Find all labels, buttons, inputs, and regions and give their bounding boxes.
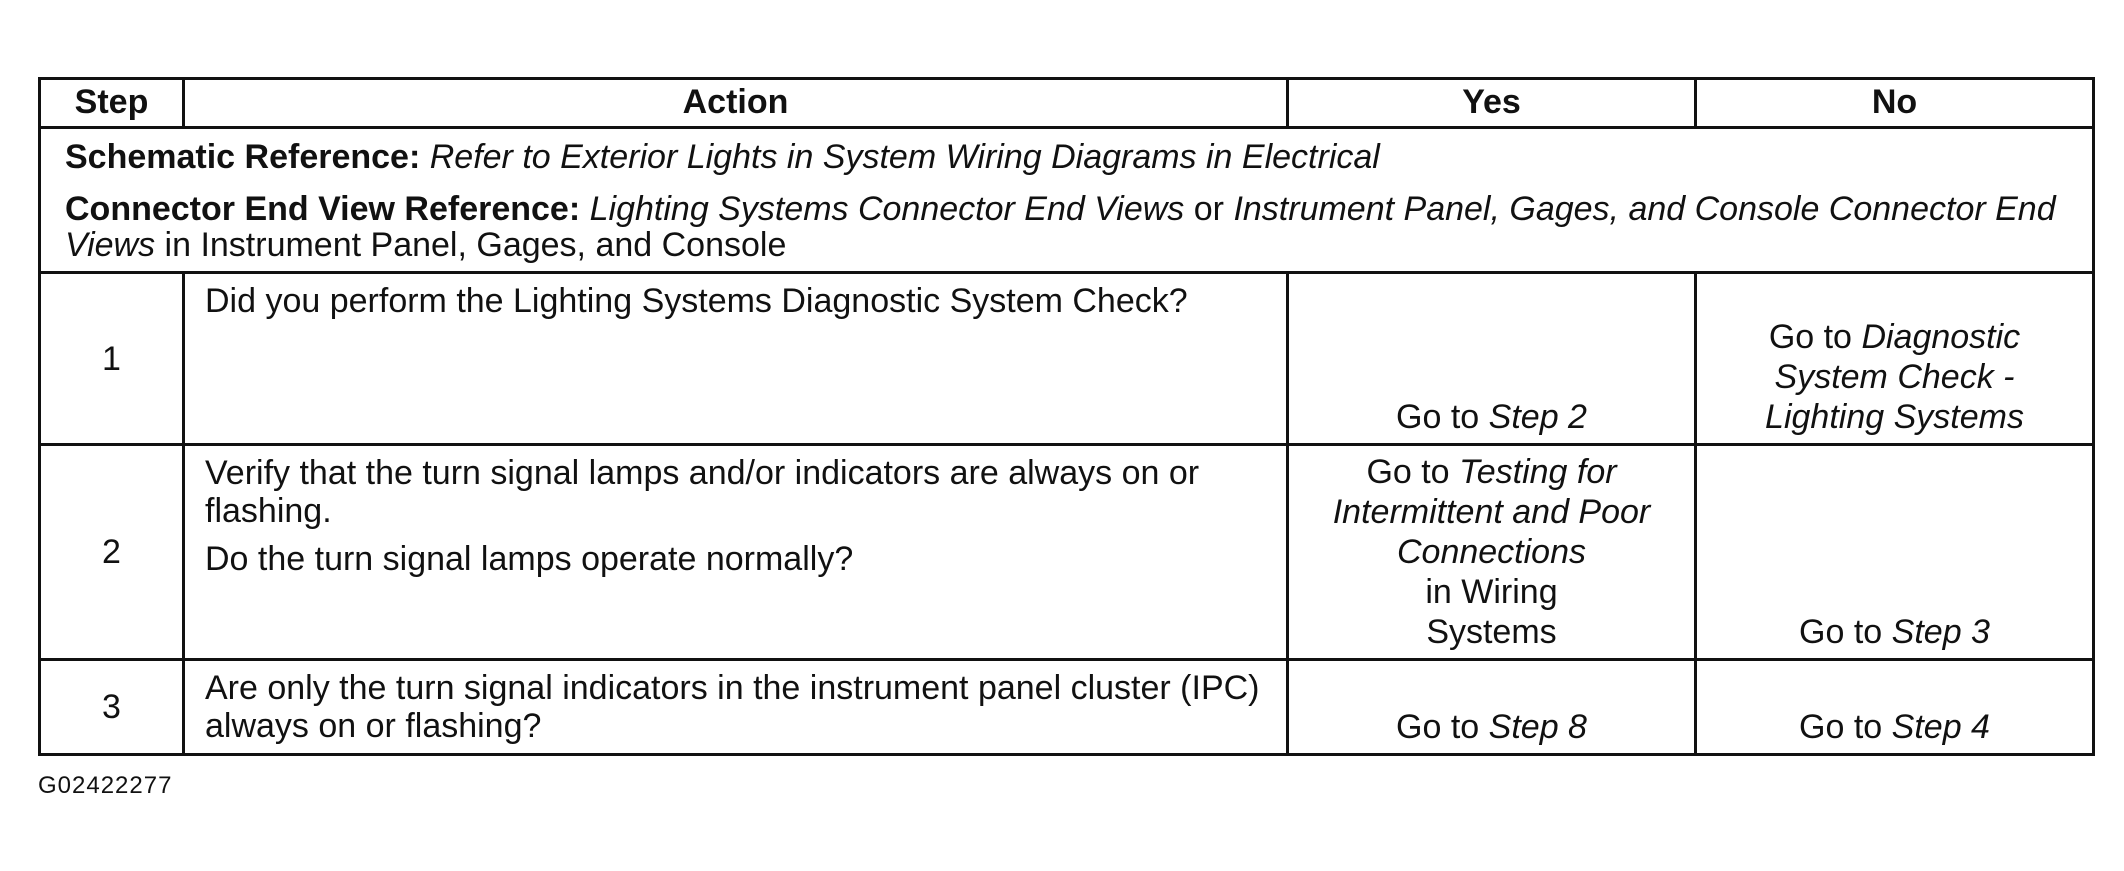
no-target-line: Lighting Systems <box>1765 398 2024 436</box>
yes-prefix: Go to <box>1396 398 1480 436</box>
yes-prefix: Go to <box>1396 708 1480 746</box>
figure-id: G02422277 <box>38 772 173 799</box>
table-row <box>40 445 2094 660</box>
yes-prefix: Go to <box>1366 453 1450 491</box>
reference-cell <box>40 128 2094 273</box>
no-cell <box>1696 660 2094 755</box>
connector-reference-or: or <box>1193 190 1224 228</box>
yes-suffix-line: in Wiring <box>1425 573 1558 611</box>
step-number: 3 <box>40 660 184 755</box>
header-yes: Yes <box>1288 79 1696 128</box>
no-prefix: Go to <box>1768 318 1852 356</box>
yes-cell <box>1288 445 1696 660</box>
action-cell <box>184 273 1288 445</box>
no-cell <box>1696 445 2094 660</box>
header-step: Step <box>40 79 184 128</box>
no-target: Step 4 <box>1891 708 1990 746</box>
yes-target: Step 2 <box>1488 398 1587 436</box>
no-target: Step 3 <box>1891 613 1990 651</box>
yes-cell <box>1288 660 1696 755</box>
header-row <box>40 79 2094 128</box>
connector-reference-label: Connector End View Reference: <box>65 190 581 228</box>
step-number: 1 <box>40 273 184 445</box>
yes-cell <box>1288 273 1696 445</box>
no-target-line: Diagnostic <box>1861 318 2021 356</box>
yes-target-line: Testing for <box>1459 453 1617 491</box>
table-row <box>40 273 2094 445</box>
connector-reference-part1: Lighting Systems Connector End Views <box>589 190 1185 228</box>
no-prefix: Go to <box>1799 708 1883 746</box>
yes-suffix-line: Systems <box>1426 613 1557 651</box>
header-action: Action <box>184 79 1288 128</box>
schematic-reference-text: Refer to Exterior Lights in System Wiring Diagrams in Electrical <box>429 138 1380 176</box>
yes-target: Step 8 <box>1488 708 1587 746</box>
connector-reference-part2: Instrument Panel, Gages, and Console Connector End Views <box>65 190 2056 264</box>
action-text: Did you perform the Lighting Systems Diagnostic System Check? <box>205 282 1188 320</box>
schematic-reference <box>65 137 2068 177</box>
reference-row <box>40 128 2094 273</box>
action-cell <box>184 660 1288 755</box>
action-text: Are only the turn signal indicators in the instrument panel cluster (IPC) always on or flashing? <box>205 669 1260 745</box>
yes-target-line: Intermittent and Poor <box>1332 493 1651 531</box>
header-no: No <box>1696 79 2094 128</box>
action-text: Verify that the turn signal lamps and/or indicators are always on or flashing. <box>205 454 1200 530</box>
table-row <box>40 660 2094 755</box>
action-cell <box>184 445 1288 660</box>
action-question: Do the turn signal lamps operate normally? <box>205 540 854 578</box>
schematic-reference-label: Schematic Reference: <box>65 138 421 176</box>
connector-reference-in: in Instrument Panel, Gages, and Console <box>164 226 787 264</box>
diagnostic-table <box>38 77 2095 756</box>
no-prefix: Go to <box>1799 613 1883 651</box>
step-number: 2 <box>40 445 184 660</box>
connector-reference <box>65 191 2068 263</box>
no-cell <box>1696 273 2094 445</box>
no-target-line: System Check - <box>1774 358 2015 396</box>
yes-target-line: Connections <box>1396 533 1586 571</box>
